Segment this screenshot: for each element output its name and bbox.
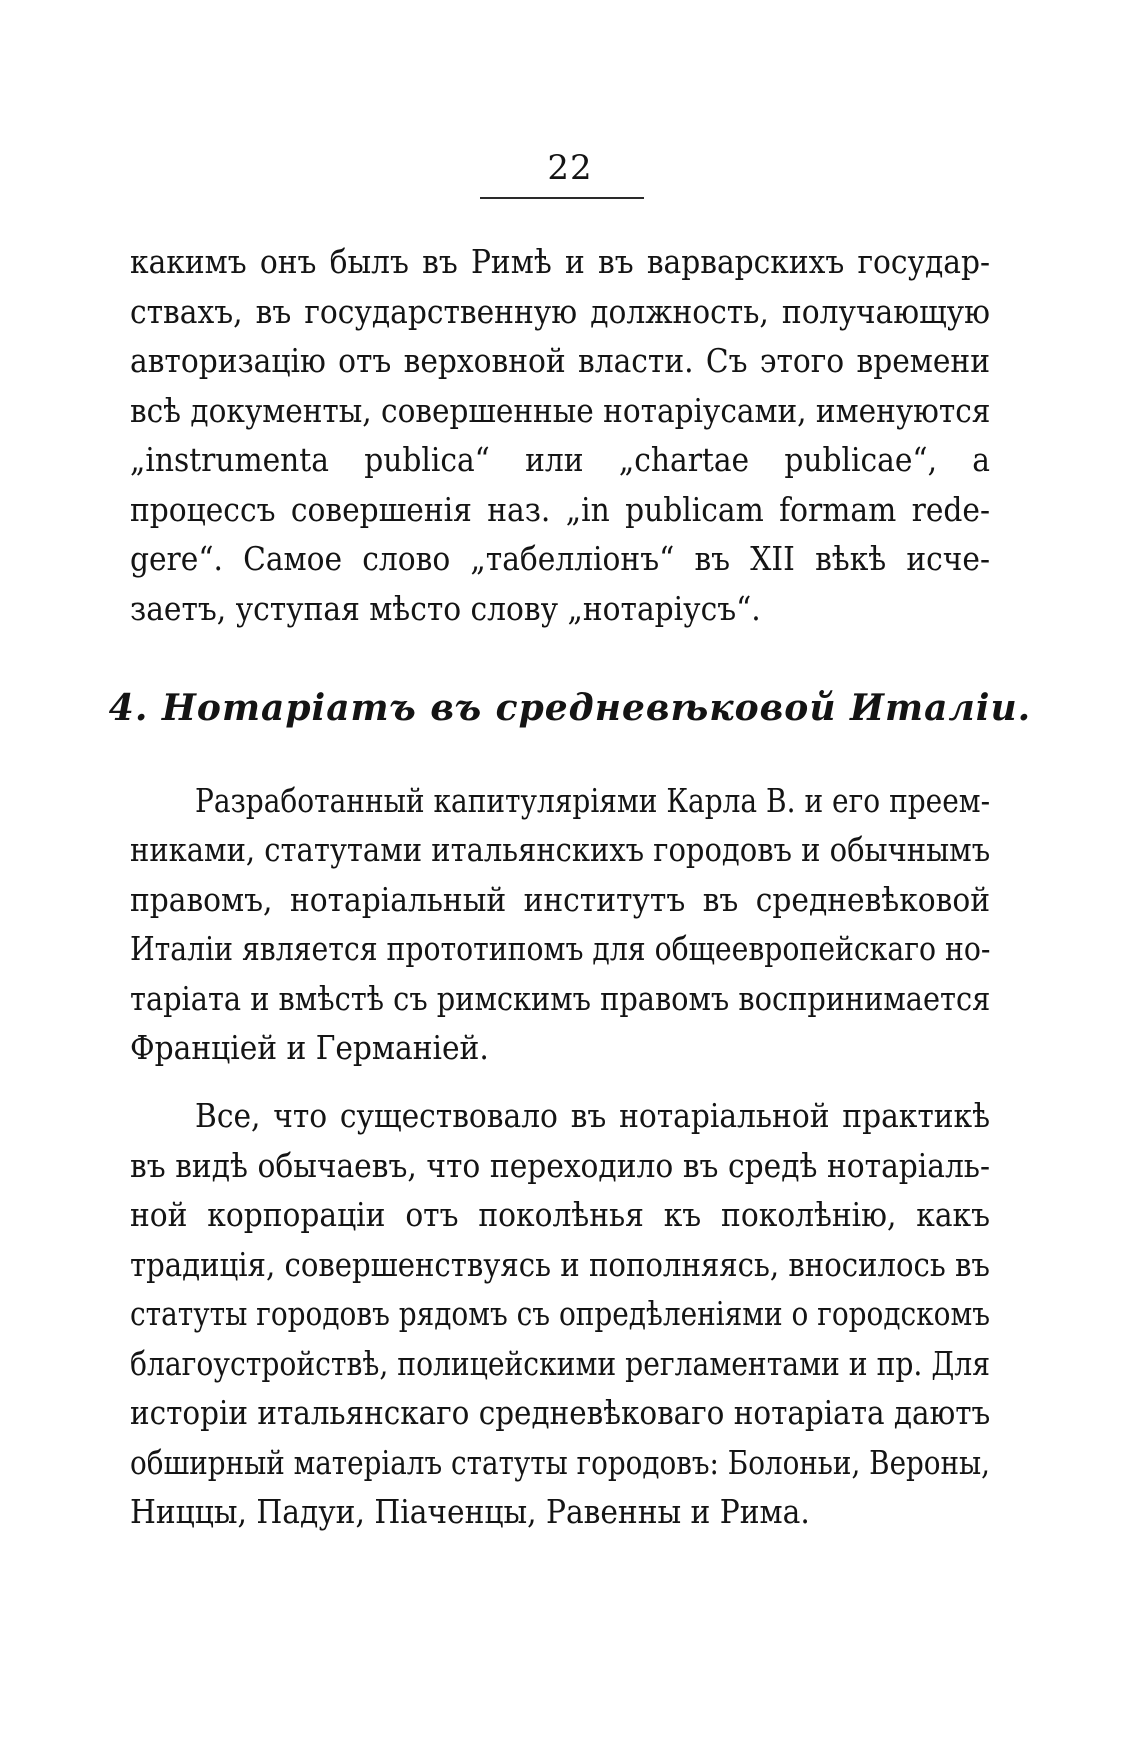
text-line: ствахъ, въ государственную должность, получающую (130, 292, 990, 331)
text-line: Ниццы, Падуи, Піаченцы, Равенны и Рима. (130, 1492, 810, 1531)
text-line: какимъ онъ былъ въ Римѣ и въ варварскихъ государ- (130, 242, 990, 281)
text-line: ной корпораціи отъ поколѣнья къ поколѣнію, какъ (130, 1195, 990, 1234)
text-line: въ видѣ обычаевъ, что переходило въ средѣ нотаріаль- (130, 1146, 990, 1185)
text-line: Италіи является прототипомъ для общеевропейскаго но- (130, 929, 991, 968)
text-line: правомъ, нотаріальный институтъ въ средневѣковой (130, 880, 990, 919)
text-line: таріата и вмѣстѣ съ римскимъ правомъ воспринимается (130, 979, 991, 1018)
text-line: традиція, совершенствуясь и пополняясь, вносилось въ (130, 1245, 990, 1284)
text-line: „instrumenta publica“ или „chartae publicae“, а (130, 440, 990, 479)
text-line: Франціей и Германіей. (130, 1028, 489, 1067)
header-rule (480, 197, 644, 199)
text-line: Разработанный капитуляріями Карла В. и его преем- (195, 781, 991, 820)
text-line: Все, что существовало въ нотаріальной практикѣ (195, 1096, 990, 1135)
text-line: статуты городовъ рядомъ съ опредѣленіями о городскомъ (130, 1294, 990, 1333)
text-line: заетъ, уступая мѣсто слову „нотаріусъ“. (130, 589, 761, 628)
text-line: никами, статутами итальянскихъ городовъ и обычнымъ (130, 830, 991, 869)
text-line: исторіи итальянскаго средневѣковаго нотаріата даютъ (130, 1393, 991, 1432)
text-line: авторизацію отъ верховной власти. Съ этого времени (130, 341, 990, 380)
text-line: обширный матеріалъ статуты городовъ: Болоньи, Вероны, (130, 1443, 991, 1482)
text-line: благоустройствѣ, полицейскими регламентами и пр. Для (130, 1344, 990, 1383)
page-number: 22 (547, 148, 593, 188)
section-heading: 4. Нотаріатъ въ средневѣковой Италіи. (108, 687, 1032, 729)
text-line: процессъ совершенія наз. „in publicam formam rede- (130, 490, 990, 529)
text-line: всѣ документы, совершенные нотаріусами, именуются (130, 391, 991, 430)
text-line: gere“. Самое слово „табелліонъ“ въ XII вѣкѣ исче- (130, 539, 990, 578)
